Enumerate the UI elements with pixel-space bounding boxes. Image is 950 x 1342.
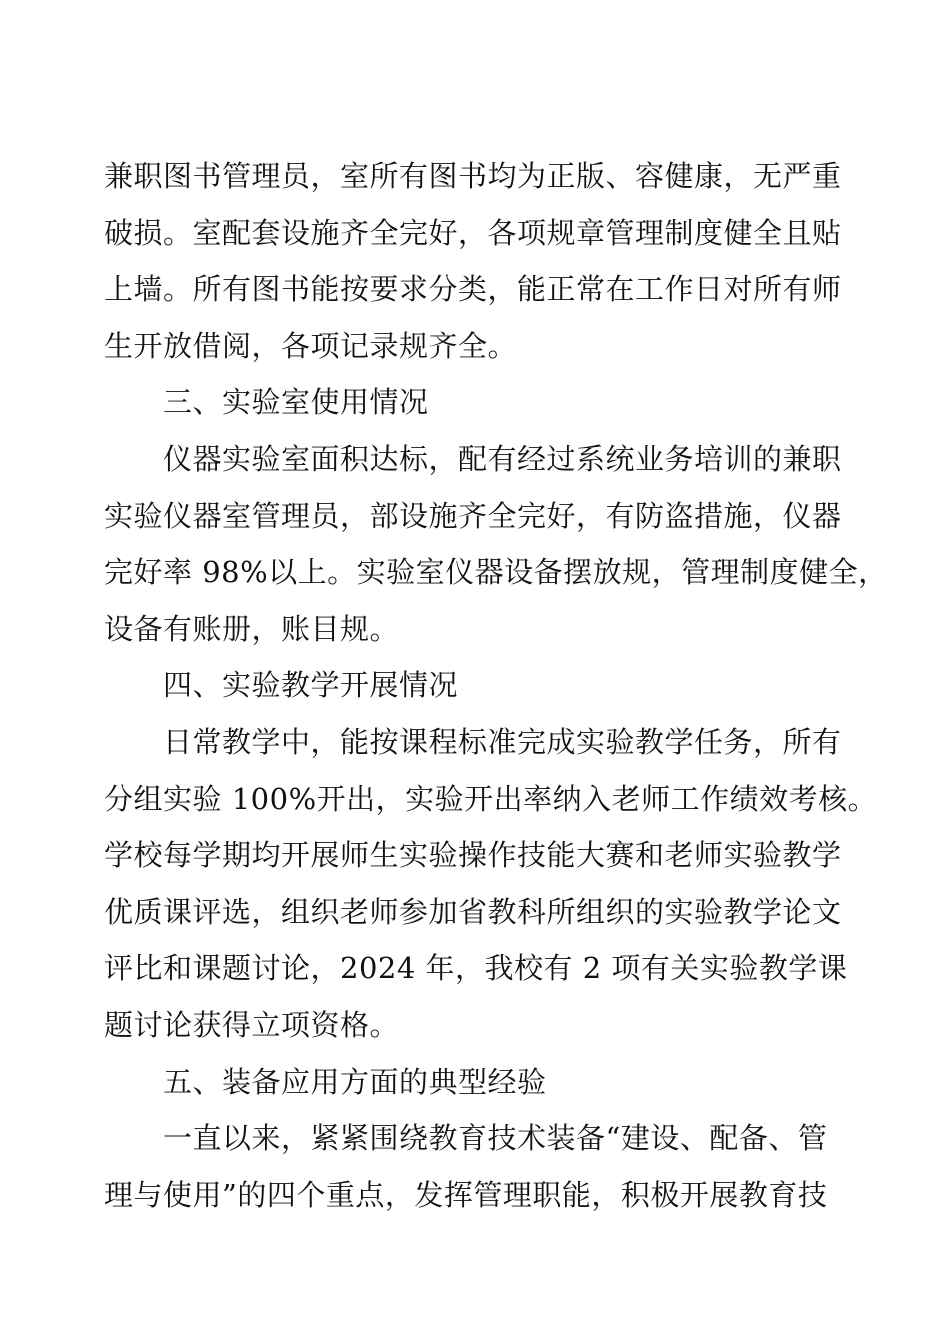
- text-line: 上墙。所有图书能按要求分类，能正常在工作日对所有师: [104, 272, 842, 307]
- text-line: 兼职图书管理员，室所有图书均为正版、容健康，无严重: [104, 159, 842, 193]
- document-body: [104, 148, 888, 1223]
- text-line: 完好率 98%以上。实验室仪器设备摆放规，管理制度健全，: [104, 555, 888, 590]
- text-line: 优质课评选，组织老师参加省教科所组织的实验教学论文: [104, 894, 842, 929]
- text-line: 破损。室配套设施齐全完好，各项规章管理制度健全且贴: [104, 215, 842, 250]
- section-heading: 三、实验室使用情况: [163, 385, 429, 420]
- text-line: 设备有账册，账目规。: [104, 611, 400, 646]
- text-line: 理与使用”的四个重点，发挥管理职能，积极开展教育技: [104, 1177, 828, 1212]
- section-heading: 五、装备应用方面的典型经验: [163, 1064, 547, 1099]
- text-line: 评比和课题讨论，2024 年，我校有 2 项有关实验教学课: [104, 951, 848, 986]
- text-line: 分组实验 100%开出，实验开出率纳入老师工作绩效考核。: [104, 781, 878, 816]
- text-line: 日常教学中，能按课程标准完成实验教学任务，所有: [163, 724, 842, 759]
- text-line: 题讨论获得立项资格。: [104, 1007, 400, 1042]
- text-line: 学校每学期均开展师生实验操作技能大赛和老师实验教学: [104, 838, 842, 873]
- text-line: 生开放借阅，各项记录规齐全。: [104, 328, 518, 363]
- section-heading: 四、实验教学开展情况: [163, 668, 459, 703]
- text-line: 实验仪器室管理员，部设施齐全完好，有防盗措施，仪器: [104, 498, 842, 533]
- text-line: 仪器实验室面积达标，配有经过系统业务培训的兼职: [163, 441, 842, 476]
- text-line: 一直以来，紧紧围绕教育技术装备“建设、配备、管: [163, 1121, 828, 1156]
